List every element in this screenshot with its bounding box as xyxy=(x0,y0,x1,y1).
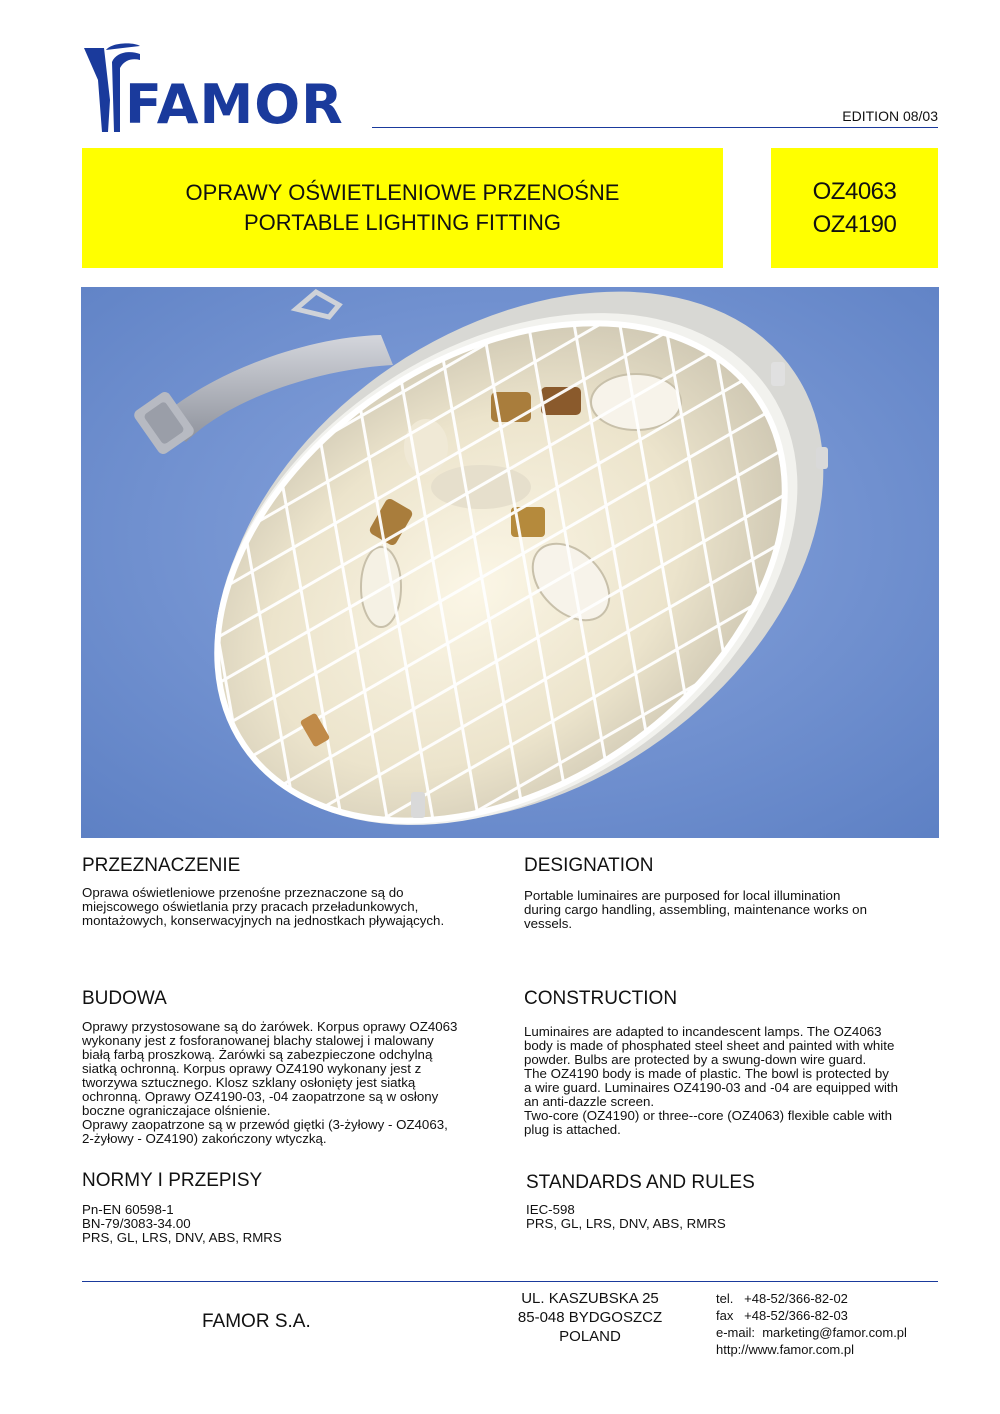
company-name: FAMOR S.A. xyxy=(202,1311,311,1332)
title-polish: OPRAWY OŚWIETLENIOWE PRZENOŚNE xyxy=(185,180,620,205)
website-link[interactable]: http://www.famor.com.pl xyxy=(716,1342,854,1357)
text-line: wykonany jest z fosforanowanej blachy stalowej i malowany xyxy=(82,1033,434,1048)
product-codes-box xyxy=(771,148,938,268)
text-line: plug is attached. xyxy=(524,1122,621,1137)
address-line: 85-048 BYDGOSZCZ xyxy=(517,1309,663,1326)
text-line: boczne ograniczajace olśnienie. xyxy=(82,1103,271,1118)
section-heading-normy: NORMY I PRZEPISY xyxy=(82,1170,263,1191)
section-text-przeznaczenie xyxy=(82,886,496,928)
section-heading-construction: CONSTRUCTION xyxy=(524,988,678,1009)
logo-text: FAMOR xyxy=(125,73,344,136)
address-line: UL. KASZUBSKA 25 xyxy=(521,1290,659,1307)
text-line: body is made of phosphated steel sheet and painted with white xyxy=(524,1038,895,1053)
section-text-budowa xyxy=(82,1020,496,1146)
section-text-normy xyxy=(82,1203,496,1245)
text-line: montażowych, konserwacyjnych na jednostkach pływających. xyxy=(82,913,445,928)
text-line: Two-core (OZ4190) or three--core (OZ4063) flexible cable with xyxy=(524,1108,893,1123)
text-line: The OZ4190 body is made of plastic. The bowl is protected by xyxy=(524,1066,889,1081)
text-line: Oprawa oświetleniowe przenośne przeznaczone są do xyxy=(82,885,404,900)
section-text-construction xyxy=(524,1025,938,1137)
text-line: Oprawy zaopatrzone są w przewód giętki (3-żyłowy - OZ4063, xyxy=(82,1117,448,1132)
title-box xyxy=(82,148,723,268)
text-line: PRS, GL, LRS, DNV, ABS, RMRS xyxy=(526,1216,726,1231)
product-code: OZ4190 xyxy=(812,211,897,238)
title-english: PORTABLE LIGHTING FITTING xyxy=(243,210,561,235)
text-line: powder. Bulbs are protected by a swung-down wire guard. xyxy=(524,1052,867,1067)
text-line: Pn-EN 60598-1 xyxy=(82,1202,174,1217)
text-line: during cargo handling, assembling, maintenance works on xyxy=(524,902,867,917)
text-line: a wire guard. Luminaires OZ4190-03 and -04 are equipped with xyxy=(524,1080,899,1095)
product-code: OZ4063 xyxy=(812,178,897,205)
header-divider xyxy=(372,127,938,128)
text-line: siatką ochronną. Korpus oprawy OZ4190 wykonany jest z xyxy=(82,1061,422,1076)
lamp-image xyxy=(81,287,939,838)
company-logo xyxy=(82,40,382,135)
contact-info xyxy=(716,1290,907,1358)
product-photo xyxy=(81,287,939,838)
section-heading-budowa: BUDOWA xyxy=(82,988,167,1009)
text-line: IEC-598 xyxy=(526,1202,575,1217)
edition-label: EDITION 08/03 xyxy=(842,108,938,124)
text-line: ochronną. Oprawy OZ4190-03, -04 zaopatrzone są w osłony xyxy=(82,1089,439,1104)
text-line: Oprawy przystosowane są do żarówek. Korpus oprawy OZ4063 xyxy=(82,1019,458,1034)
text-line: białą farbą proszkową. Żarówki są zabezpieczone odchylną xyxy=(82,1047,433,1062)
section-text-standards xyxy=(526,1203,940,1231)
section-heading-standards: STANDARDS AND RULES xyxy=(526,1172,755,1193)
text-line: miejscowego oświetlania przy pracach przeładunkowych, xyxy=(82,899,419,914)
text-line: vessels. xyxy=(524,916,573,931)
text-line: tworzywa sztucznego. Klosz szklany osłonięty jest siatką xyxy=(82,1075,416,1090)
section-heading-przeznaczenie: PRZEZNACZENIE xyxy=(82,855,241,876)
text-line: Luminaires are adapted to incandescent lamps. The OZ4063 xyxy=(524,1024,882,1039)
section-text-designation xyxy=(524,889,938,931)
company-address xyxy=(490,1289,690,1346)
text-line: Portable luminaires are purposed for local illumination xyxy=(524,888,841,903)
section-heading-designation: DESIGNATION xyxy=(524,855,654,876)
address-line: POLAND xyxy=(559,1328,621,1345)
text-line: PRS, GL, LRS, DNV, ABS, RMRS xyxy=(82,1230,282,1245)
text-line: an anti-dazzle screen. xyxy=(524,1094,655,1109)
fax: fax +48-52/366-82-03 xyxy=(716,1308,848,1323)
text-line: BN-79/3083-34.00 xyxy=(82,1216,191,1231)
footer-divider xyxy=(82,1281,938,1282)
email-link[interactable]: e-mail: marketing@famor.com.pl xyxy=(716,1325,907,1340)
text-line: 2-żyłowy - OZ4190) zakończony wtyczką. xyxy=(82,1131,327,1146)
phone: tel. +48-52/366-82-02 xyxy=(716,1291,848,1306)
